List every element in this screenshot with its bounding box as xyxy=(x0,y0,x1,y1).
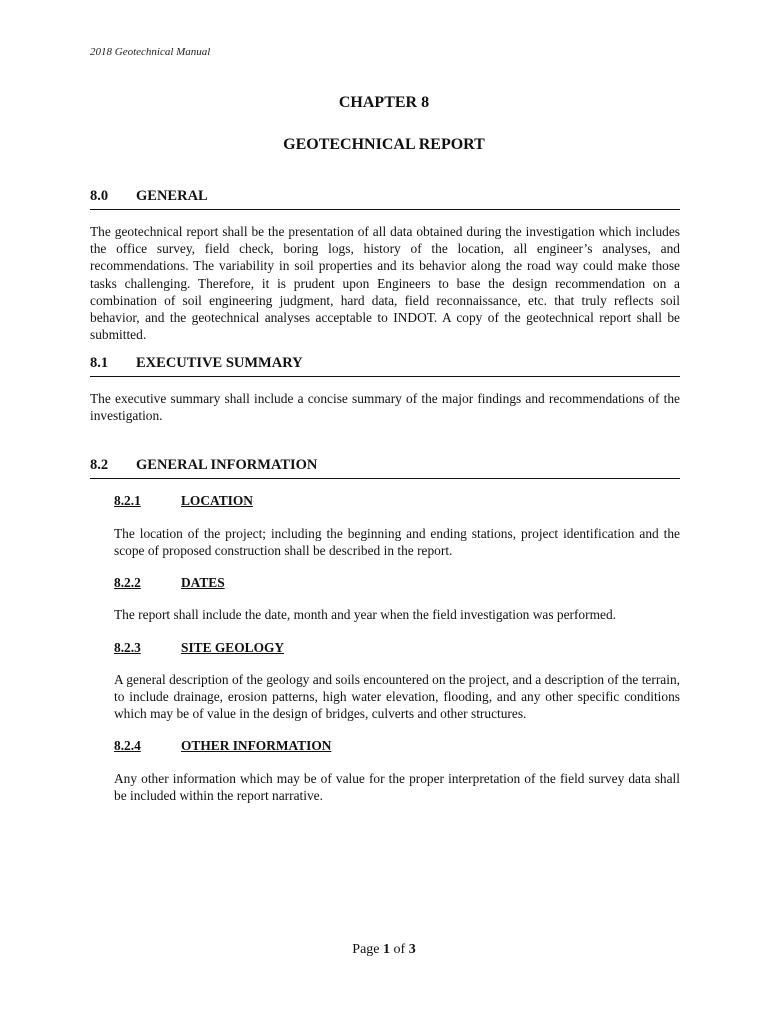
subsection-body-site-geology: A general description of the geology and soils encountered on the project, and a description of the terrain, to include drainage, erosion patterns, high water elevation, flooding, and any other specific conditions which may be of value in the design of bridges, culverts and other structures. xyxy=(114,672,680,722)
subsection-number: 8.2.4 xyxy=(114,738,141,753)
subsection-title: SITE GEOLOGY xyxy=(181,640,285,655)
section-number: 8.1 xyxy=(90,355,109,371)
section-title: EXECUTIVE SUMMARY xyxy=(136,355,303,371)
subsection-title: DATES xyxy=(181,575,225,590)
section-heading-general-information xyxy=(90,457,680,479)
page-footer xyxy=(0,942,768,958)
section-body-general: The geotechnical report shall be the presentation of all data obtained during the investigation which includes the office survey, field check, boring logs, history of the location, all engineer’s analyses, and recommendations. The variability in soil properties and its behavior along the road way could make those tasks challenging. Therefore, it is prudent upon Engineers to base the design recommendation on a combination of soil engineering judgment, hard data, field reconnaissance, etc. that truly reflects soil behavior, and the geotechnical analyses acceptable to INDOT. A copy of the geotechnical report shall be submitted. xyxy=(90,224,680,343)
section-heading-general xyxy=(90,188,680,210)
subsection-body-dates: The report shall include the date, month and year when the field investigation was performed. xyxy=(114,607,616,622)
subsection-number: 8.2.2 xyxy=(114,575,141,590)
chapter-title: GEOTECHNICAL REPORT xyxy=(283,136,485,153)
section-number: 8.2 xyxy=(90,457,109,473)
section-title: GENERAL INFORMATION xyxy=(136,457,318,473)
subsection-heading-location xyxy=(114,493,253,509)
page-word: Page xyxy=(352,942,380,957)
subsection-heading-dates xyxy=(114,575,225,591)
current-page-number: 1 xyxy=(383,942,391,957)
section-number: 8.0 xyxy=(90,188,109,204)
subsection-number: 8.2.3 xyxy=(114,640,141,655)
subsection-heading-site-geology xyxy=(114,640,284,656)
subsection-title: OTHER INFORMATION xyxy=(181,738,332,753)
subsection-body-other-information: Any other information which may be of value for the proper interpretation of the field survey data shall be included within the report narrative. xyxy=(114,771,680,804)
subsection-heading-other-information xyxy=(114,738,331,754)
section-title: GENERAL xyxy=(136,188,208,204)
section-heading-executive-summary xyxy=(90,355,680,377)
section-body-executive-summary: The executive summary shall include a concise summary of the major findings and recommendations of the investigation. xyxy=(90,391,680,424)
subsection-number: 8.2.1 xyxy=(114,493,141,508)
total-pages-number: 3 xyxy=(408,942,416,957)
subsection-body-location: The location of the project; including the beginning and ending stations, project identification and the scope of proposed construction shall be described in the report. xyxy=(114,526,680,559)
chapter-label: CHAPTER 8 xyxy=(338,94,430,111)
of-word: of xyxy=(393,942,406,957)
subsection-title: LOCATION xyxy=(181,493,253,508)
running-header: 2018 Geotechnical Manual xyxy=(90,46,211,58)
